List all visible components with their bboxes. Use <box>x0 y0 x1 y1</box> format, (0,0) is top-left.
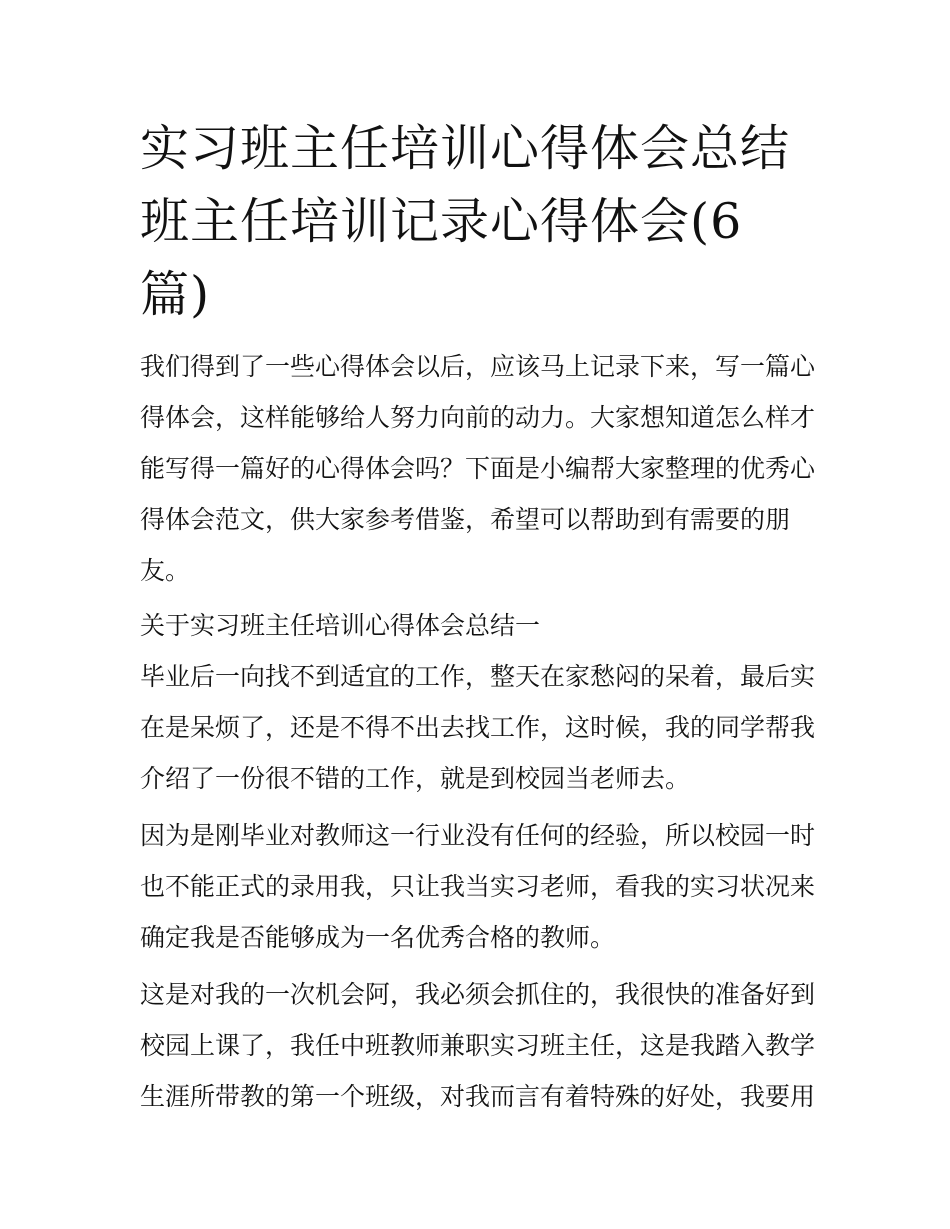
document-title <box>140 112 820 331</box>
text-line: 这是对我的一次机会阿，我必须会抓住的，我很快的准备好到 <box>140 980 816 1009</box>
text-line: 我们得到了一些心得体会以后，应该马上记录下来，写一篇心 <box>140 352 816 381</box>
text-line: 校园上课了，我任中班教师兼职实习班主任，这是我踏入教学 <box>140 1031 816 1060</box>
section-heading <box>140 600 820 651</box>
title-line: 实习班主任培训心得体会总结 <box>140 120 791 177</box>
text-line: 友。 <box>140 556 191 585</box>
text-line: 介绍了一份很不错的工作，就是到校园当老师去。 <box>140 764 691 793</box>
section-heading-text: 关于实习班主任培训心得体会总结一 <box>140 611 541 640</box>
text-line: 毕业后一向找不到适宜的工作，整天在家愁闷的呆着，最后实 <box>140 662 816 691</box>
body-paragraph-1 <box>140 651 820 804</box>
title-line: 篇) <box>140 266 211 323</box>
text-line: 在是呆烦了，还是不得不出去找工作，这时候，我的同学帮我 <box>140 713 816 742</box>
document-body <box>140 112 820 1122</box>
text-line: 生涯所带教的第一个班级，对我而言有着特殊的好处，我要用 <box>140 1082 816 1111</box>
intro-paragraph <box>140 341 820 596</box>
body-paragraph-2 <box>140 810 820 963</box>
title-line: 班主任培训记录心得体会(6 <box>140 193 743 250</box>
text-line: 确定我是否能够成为一名优秀合格的教师。 <box>140 923 616 952</box>
text-line: 得体会，这样能够给人努力向前的动力。大家想知道怎么样才 <box>140 403 816 432</box>
text-line: 能写得一篇好的心得体会吗？下面是小编帮大家整理的优秀心 <box>140 454 816 483</box>
text-line: 得体会范文，供大家参考借鉴，希望可以帮助到有需要的朋 <box>140 505 791 534</box>
body-paragraph-3 <box>140 969 820 1122</box>
text-line: 因为是刚毕业对教师这一行业没有任何的经验，所以校园一时 <box>140 821 816 850</box>
text-line: 也不能正式的录用我，只让我当实习老师，看我的实习状况来 <box>140 872 816 901</box>
